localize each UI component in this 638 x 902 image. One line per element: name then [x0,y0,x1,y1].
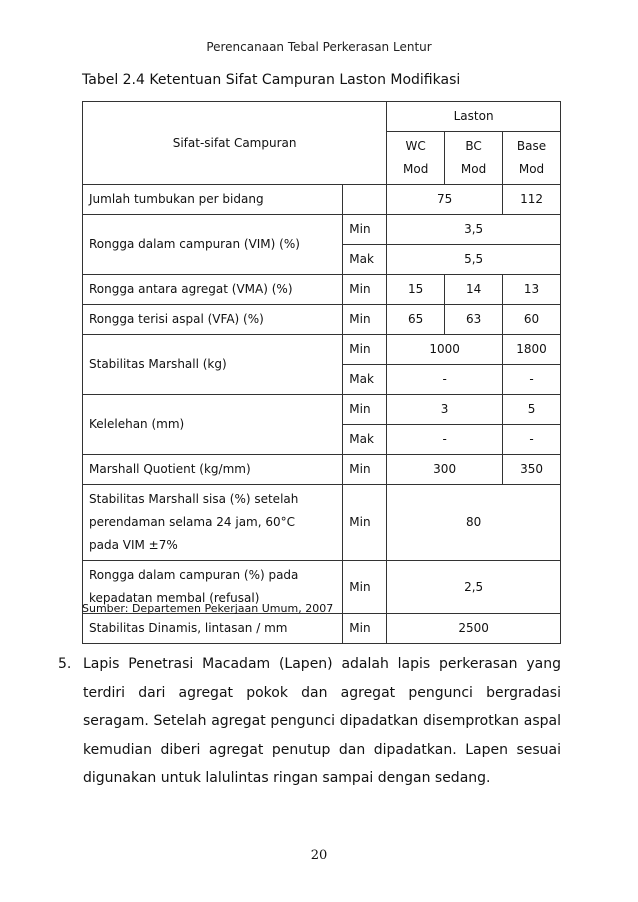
row-limit: Min [343,485,387,561]
page-number: 20 [310,848,328,863]
header-laston: Laston [387,102,561,132]
cell-value: 14 [445,275,503,305]
cell-value: 1800 [503,335,561,365]
cell-value: - [387,425,503,455]
cell-value: 2,5 [387,561,561,614]
table-row [83,185,561,215]
cell-value: 63 [445,305,503,335]
row-label [83,485,343,561]
cell-value: - [387,365,503,395]
table-row [83,305,561,335]
row-label-line: kepadatan membal (refusal) [89,591,260,605]
header-wc-mod [387,132,445,185]
row-label-line: pada VIM ±7% [89,538,178,552]
row-label-line: Rongga dalam campuran (%) pada [89,568,299,582]
row-limit: Min [343,455,387,485]
table-row [83,275,561,305]
cell-value: 1000 [387,335,503,365]
row-limit: Min [343,305,387,335]
row-label: Stabilitas Marshall (kg) [83,335,343,395]
row-label: Jumlah tumbukan per bidang [83,185,343,215]
header-wc-line2: Mod [403,162,429,176]
header-bc-line1: BC [465,139,482,153]
table-source-note: Sumber: Departemen Pekerjaan Umum, 2007 [82,602,334,615]
header-base-line2: Mod [518,162,545,176]
table-row [83,215,561,245]
table-header-row [83,102,561,132]
row-limit: Min [343,395,387,425]
cell-value: 2500 [387,614,561,644]
table-row [83,335,561,365]
cell-value: 5,5 [387,245,561,275]
cell-value: 350 [503,455,561,485]
row-label: Rongga terisi aspal (VFA) (%) [83,305,343,335]
table-row [83,395,561,425]
cell-value: 15 [387,275,445,305]
row-limit: Min [343,561,387,614]
row-limit-empty [343,185,387,215]
row-limit: Min [343,275,387,305]
running-header: Perencanaan Tebal Perkerasan Lentur [206,40,432,54]
header-bc-line2: Mod [460,162,487,176]
list-item-paragraph: Lapis Penetrasi Macadam (Lapen) adalah lapis perkerasan yang terdiri dari agregat pokok dan agregat pengunci bergradasi seragam. Setelah agregat pengunci dipadatkan disemprotkan aspal kemudian diberi agregat penutup dan dipadatkan. Lapen sesuai digunakan untuk lalulintas ringan sampai dengan sedang. [83,656,561,786]
row-limit: Mak [343,245,387,275]
cell-value: - [503,425,561,455]
list-item-number: 5. [58,656,72,672]
cell-value: 13 [503,275,561,305]
row-label: Marshall Quotient (kg/mm) [83,455,343,485]
header-base-mod [503,132,561,185]
row-limit: Min [343,614,387,644]
cell-value: 3,5 [387,215,561,245]
cell-value: 65 [387,305,445,335]
specification-table [82,101,561,644]
cell-value: 5 [503,395,561,425]
header-wc-line1: WC [405,139,426,153]
table-row [83,485,561,561]
row-limit: Min [343,335,387,365]
row-label: Stabilitas Dinamis, lintasan / mm [83,614,343,644]
row-label: Rongga antara agregat (VMA) (%) [83,275,343,305]
row-label-line: perendaman selama 24 jam, 60°C [89,515,296,529]
header-base-line1: Base [516,139,547,153]
cell-value: 112 [503,185,561,215]
table-row [83,614,561,644]
row-label: Kelelehan (mm) [83,395,343,455]
table-row [83,455,561,485]
table-title: Tabel 2.4 Ketentuan Sifat Campuran Laston Modifikasi [82,72,461,88]
cell-value: 60 [503,305,561,335]
numbered-list-item [58,650,561,793]
cell-value: 300 [387,455,503,485]
row-label: Rongga dalam campuran (VIM) (%) [83,215,343,275]
cell-value: 75 [387,185,503,215]
row-label-line: Stabilitas Marshall sisa (%) setelah [89,492,299,506]
header-property: Sifat-sifat Campuran [83,102,387,185]
cell-value: 3 [387,395,503,425]
row-limit: Mak [343,365,387,395]
cell-value: - [503,365,561,395]
row-limit: Min [343,215,387,245]
header-bc-mod [445,132,503,185]
cell-value: 80 [387,485,561,561]
row-limit: Mak [343,425,387,455]
